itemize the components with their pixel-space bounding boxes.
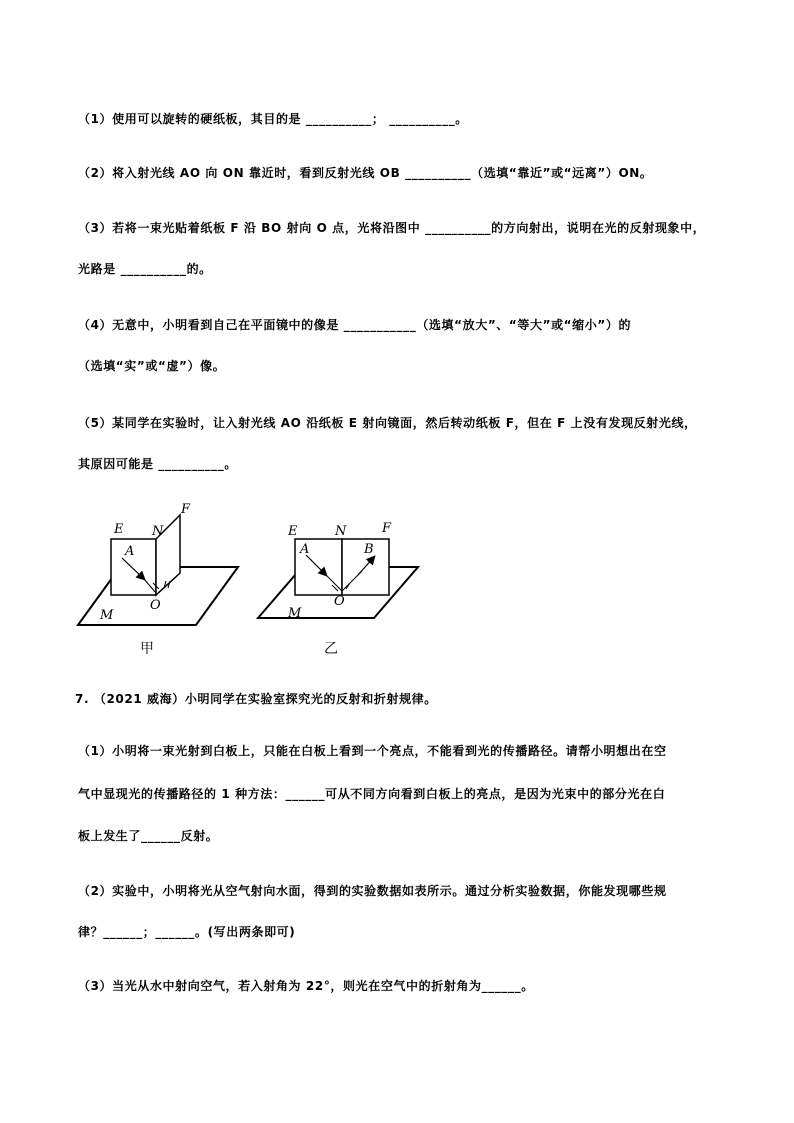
- q6-part4-line1: （4）无意中，小明看到自己在平面镜中的像是 ___________（选填“放大”、“等大”或“缩小”）的: [78, 318, 632, 332]
- label-a-left: A: [125, 544, 135, 559]
- q6-part3-line2: 光路是 __________的。: [78, 262, 212, 276]
- label-e-left: E: [114, 522, 124, 537]
- q7-part1-line1: （1）小明将一束光射到白板上，只能在白板上看到一个亮点，不能看到光的传播路径。请帮小明想出在空: [78, 744, 667, 758]
- q7-part1-line2: 气中显现光的传播路径的 1 种方法：______可从不同方向看到白板上的亮点，是因为光束中的部分光在白: [78, 787, 666, 801]
- label-n-left: N: [152, 524, 164, 539]
- label-b-right: B: [364, 542, 374, 557]
- reflection-experiment-figure: [70, 495, 440, 664]
- q7-part1-line3: 板上发生了______反射。: [78, 829, 219, 843]
- q7-title: 7. （2021 威海）小明同学在实验室探究光的反射和折射规律。: [75, 692, 437, 706]
- q6-part2-line: （2）将入射光线 AO 向 ON 靠近时，看到反射光线 OB __________（选填“靠近”或“远离”）ON。: [78, 166, 653, 180]
- q6-part5-line1: （5）某同学在实验时，让入射光线 AO 沿纸板 E 射向镜面，然后转动纸板 F，但在 F 上没有发现反射光线，: [78, 416, 697, 430]
- q7-part2-line2: 律？______；______。(写出两条即可): [78, 925, 296, 939]
- figure-yi: [258, 521, 418, 657]
- label-m-left: M: [100, 608, 114, 623]
- q6-part5-line2: 其原因可能是 __________。: [78, 457, 237, 471]
- caption-right: 乙: [324, 641, 338, 657]
- label-m-right: M: [288, 606, 302, 621]
- q7-part2-line1: （2）实验中，小明将光从空气射向水面，得到的实验数据如表所示。通过分析实验数据，你能发现哪些规: [78, 884, 667, 898]
- label-o-left: O: [150, 598, 161, 613]
- q6-part4-line2: （选填“实”或“虚”）像。: [78, 359, 226, 373]
- q6-part3-line1: （3）若将一束光贴着纸板 F 沿 BO 射向 O 点，光将沿图中 __________的方向射出，说明在光的反射现象中，: [78, 221, 706, 235]
- label-n-right: N: [335, 524, 347, 539]
- label-e-right: E: [288, 524, 298, 539]
- q6-part1-line: （1）使用可以旋转的硬纸板，其目的是 __________； __________。: [78, 112, 468, 126]
- label-f-right: F: [382, 521, 392, 536]
- label-a-right: A: [300, 542, 310, 557]
- q7-part3-line: （3）当光从水中射向空气，若入射角为 22°，则光在空气中的折射角为______。: [78, 979, 534, 993]
- figure-svg: [70, 495, 440, 660]
- caption-left: 甲: [140, 641, 154, 657]
- label-f-left: F: [181, 502, 191, 517]
- label-o-right: O: [334, 594, 345, 609]
- figure-jia: [78, 502, 238, 657]
